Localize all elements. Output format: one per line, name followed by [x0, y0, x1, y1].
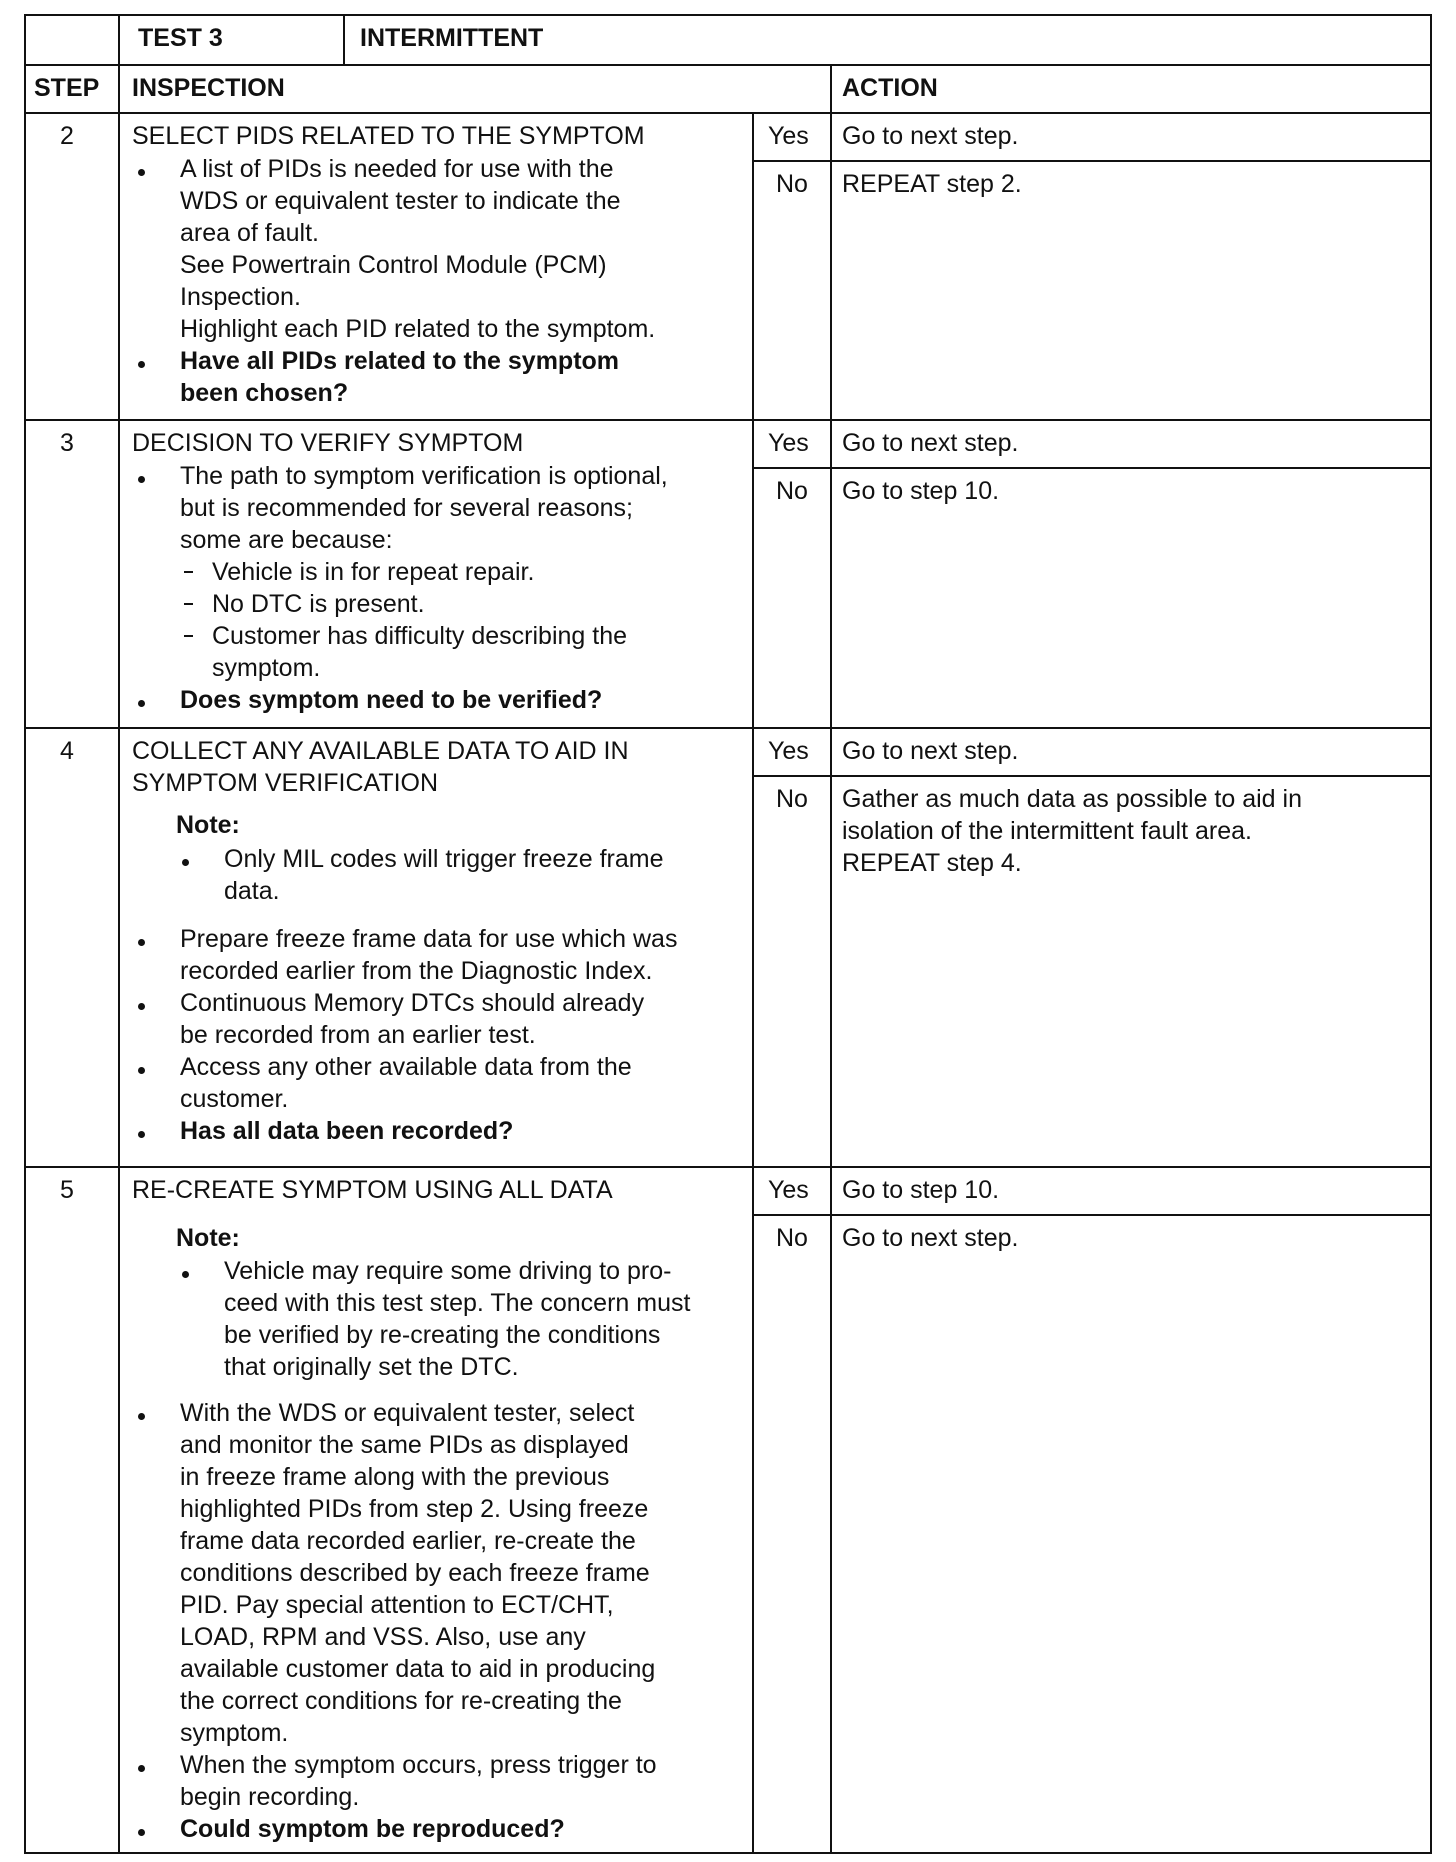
dash-icon	[184, 635, 193, 637]
row-rule	[26, 727, 1430, 729]
no-action: REPEAT step 4.	[842, 849, 1022, 877]
inspection-line: the correct conditions for re-creating the	[180, 1687, 622, 1715]
column-header-inspection: INSPECTION	[132, 74, 285, 102]
note-label: Note:	[176, 811, 240, 839]
inspection-line: With the WDS or equivalent tester, select	[180, 1399, 635, 1427]
dash-icon	[184, 571, 193, 573]
yes-action: Go to next step.	[842, 429, 1019, 457]
inspection-line: highlighted PIDs from step 2. Using freeze	[180, 1495, 649, 1523]
test-name: INTERMITTENT	[360, 24, 544, 52]
no-action: REPEAT step 2.	[842, 170, 1022, 198]
col-rule	[752, 112, 754, 1852]
yes-action: Go to next step.	[842, 737, 1019, 765]
no-label: No	[776, 785, 808, 813]
no-action: Go to step 10.	[842, 477, 1000, 505]
dash-icon	[184, 603, 193, 605]
inspection-line: A list of PIDs is needed for use with the	[180, 155, 614, 183]
no-action: Gather as much data as possible to aid in	[842, 785, 1302, 813]
bullet-icon	[138, 476, 145, 483]
inspection-line: PID. Pay special attention to ECT/CHT,	[180, 1591, 614, 1619]
note-label: Note:	[176, 1224, 240, 1252]
inspection-line: Vehicle is in for repeat repair.	[212, 558, 535, 586]
step-number: 4	[60, 737, 74, 765]
row-rule	[26, 1166, 1430, 1168]
no-label: No	[776, 1224, 808, 1252]
step-number: 5	[60, 1176, 74, 1204]
bullet-icon	[138, 1067, 145, 1074]
bullet-icon	[138, 1829, 145, 1836]
yes-no-rule	[752, 467, 1430, 469]
inspection-line: Customer has difficulty describing the	[212, 622, 628, 650]
inspection-line: and monitor the same PIDs as displayed	[180, 1431, 629, 1459]
inspection-line: area of fault.	[180, 219, 319, 247]
inspection-line: conditions described by each freeze frame	[180, 1559, 650, 1587]
inspection-line: frame data recorded earlier, re-create the	[180, 1527, 636, 1555]
bullet-icon	[138, 1765, 145, 1772]
inspection-line: No DTC is present.	[212, 590, 425, 618]
col-rule	[343, 16, 345, 64]
inspection-question: Have all PIDs related to the symptom	[180, 347, 620, 375]
step-title: RE-CREATE SYMPTOM USING ALL DATA	[132, 1176, 613, 1204]
inspection-question: Has all data been recorded?	[180, 1117, 514, 1145]
note-line: Only MIL codes will trigger freeze frame	[224, 845, 664, 873]
bullet-icon	[182, 1271, 189, 1278]
note-line: Vehicle may require some driving to pro-	[224, 1257, 672, 1285]
note-line: data.	[224, 877, 280, 905]
test-table	[24, 14, 1432, 1854]
inspection-line: Inspection.	[180, 283, 301, 311]
inspection-line: some are because:	[180, 526, 393, 554]
yes-action: Go to next step.	[842, 122, 1019, 150]
inspection-line: but is recommended for several reasons;	[180, 494, 633, 522]
row-rule	[26, 419, 1430, 421]
inspection-question: Does symptom need to be verified?	[180, 686, 603, 714]
step-title: DECISION TO VERIFY SYMPTOM	[132, 429, 524, 457]
inspection-question: been chosen?	[180, 379, 349, 407]
yes-label: Yes	[768, 1176, 809, 1204]
inspection-line: Prepare freeze frame data for use which was	[180, 925, 678, 953]
note-line: ceed with this test step. The concern must	[224, 1289, 691, 1317]
step-title: SELECT PIDS RELATED TO THE SYMPTOM	[132, 122, 645, 150]
step-title: COLLECT ANY AVAILABLE DATA TO AID IN	[132, 737, 629, 765]
bullet-icon	[138, 361, 145, 368]
note-line: that originally set the DTC.	[224, 1353, 519, 1381]
no-label: No	[776, 170, 808, 198]
test-label: TEST 3	[138, 24, 223, 52]
inspection-line: symptom.	[180, 1719, 289, 1747]
step-number: 3	[60, 429, 74, 457]
bullet-icon	[138, 1131, 145, 1138]
no-action: isolation of the intermittent fault area.	[842, 817, 1252, 845]
bullet-icon	[138, 1003, 145, 1010]
no-label: No	[776, 477, 808, 505]
yes-no-rule	[752, 160, 1430, 162]
no-action: Go to next step.	[842, 1224, 1019, 1252]
inspection-line: See Powertrain Control Module (PCM)	[180, 251, 607, 279]
inspection-question: Could symptom be reproduced?	[180, 1815, 565, 1843]
bullet-icon	[138, 1413, 145, 1420]
yes-label: Yes	[768, 737, 809, 765]
bullet-icon	[182, 859, 189, 866]
inspection-line: When the symptom occurs, press trigger to	[180, 1751, 657, 1779]
inspection-line: Highlight each PID related to the symptom.	[180, 315, 656, 343]
inspection-line: customer.	[180, 1085, 289, 1113]
note-line: be verified by re-creating the conditions	[224, 1321, 661, 1349]
yes-action: Go to step 10.	[842, 1176, 1000, 1204]
inspection-line: recorded earlier from the Diagnostic Index.	[180, 957, 653, 985]
inspection-line: WDS or equivalent tester to indicate the	[180, 187, 621, 215]
bullet-icon	[138, 169, 145, 176]
yes-label: Yes	[768, 429, 809, 457]
row-rule	[26, 112, 1430, 114]
yes-no-rule	[752, 775, 1430, 777]
inspection-line: be recorded from an earlier test.	[180, 1021, 536, 1049]
row-rule	[26, 64, 1430, 66]
inspection-line: Continuous Memory DTCs should already	[180, 989, 645, 1017]
inspection-line: symptom.	[212, 654, 321, 682]
inspection-line: The path to symptom verification is optional,	[180, 462, 668, 490]
inspection-line: LOAD, RPM and VSS. Also, use any	[180, 1623, 586, 1651]
col-rule	[830, 64, 832, 1852]
col-rule	[118, 16, 120, 1852]
yes-no-rule	[752, 1214, 1430, 1216]
inspection-line: Access any other available data from the	[180, 1053, 632, 1081]
inspection-line: in freeze frame along with the previous	[180, 1463, 610, 1491]
inspection-line: available customer data to aid in producing	[180, 1655, 656, 1683]
column-header-step: STEP	[34, 74, 100, 102]
column-header-action: ACTION	[842, 74, 938, 102]
step-title: SYMPTOM VERIFICATION	[132, 769, 439, 797]
bullet-icon	[138, 700, 145, 707]
step-number: 2	[60, 122, 74, 150]
inspection-line: begin recording.	[180, 1783, 360, 1811]
yes-label: Yes	[768, 122, 809, 150]
bullet-icon	[138, 939, 145, 946]
